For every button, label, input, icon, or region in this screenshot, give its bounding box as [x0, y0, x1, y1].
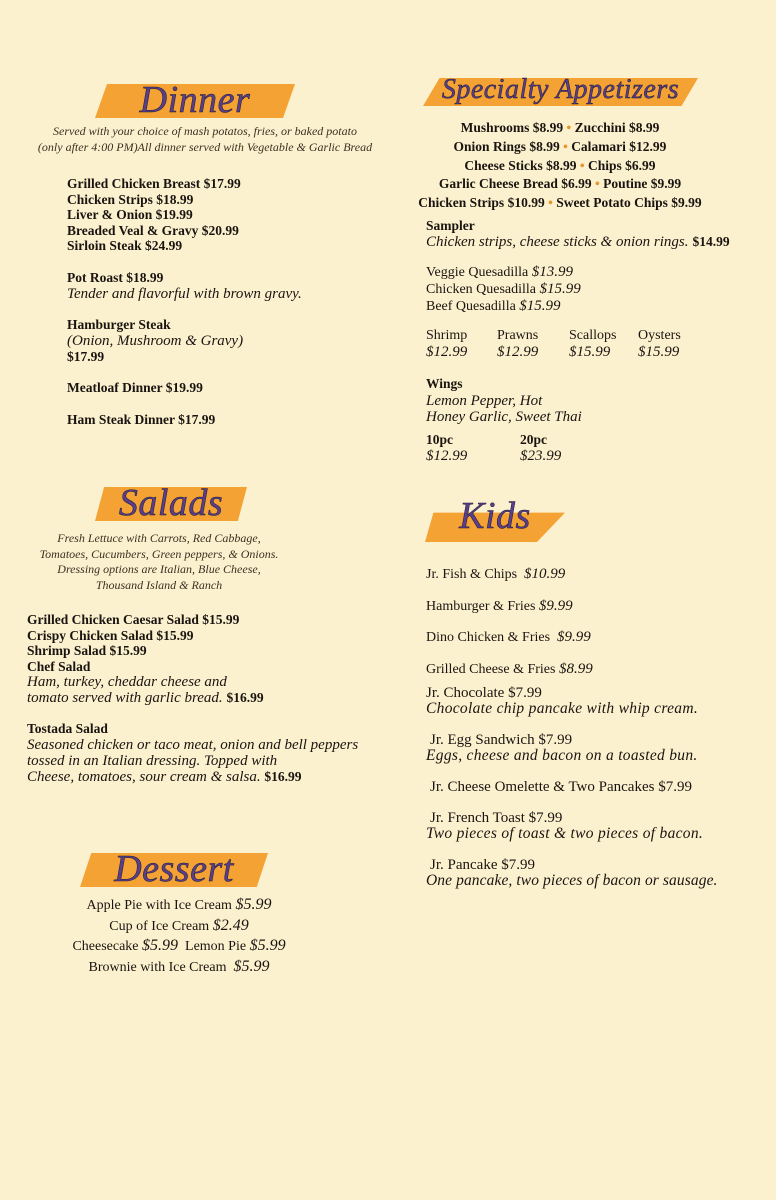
tostada-salad: Tostada Salad	[27, 721, 108, 736]
ham-steak: Ham Steak Dinner $17.99	[67, 412, 216, 427]
dinner-title: Dinner	[139, 79, 251, 121]
menu-item: Liver & Onion $19.99	[67, 207, 193, 222]
kids-egg-desc: Eggs, cheese and bacon on a toasted bun.	[426, 747, 698, 764]
wings-flavors: Lemon Pepper, Hot Honey Garlic, Sweet Thai	[426, 393, 582, 425]
menu-item: Grilled Chicken Breast $17.99	[67, 176, 241, 191]
hamburger-steak: Hamburger Steak	[67, 317, 171, 332]
salads-title: Salads	[118, 482, 224, 524]
salads-list	[27, 612, 239, 674]
appetizers-title: Specialty Appetizers	[441, 74, 680, 105]
seafood-shrimp: Shrimp $12.99	[426, 328, 468, 360]
hamburger-steak-price: $17.99	[67, 349, 105, 364]
kids-simple: Jr. Fish & Chips $10.99 Hamburger & Fries $9.99 Dino Chicken & Fries $9.99 Grilled Cheese & Fries $8.99	[426, 566, 593, 677]
salads-note: Fresh Lettuce with Carrots, Red Cabbage, Tomatoes, Cucumbers, Green peppers, & Onions. Dressing options are Italian, Blue Cheese, Thousand Island & Ranch	[39, 531, 279, 592]
kids-chocolate-desc: Chocolate chip pancake with whip cream.	[426, 700, 698, 717]
sampler-desc: Chicken strips, cheese sticks & onion rings. $14.99	[426, 234, 730, 250]
kids-french-toast-desc: Two pieces of toast & two pieces of bacon.	[426, 825, 704, 842]
dinner-note: Served with your choice of mash potatos, fries, or baked potato (only after 4:00 PM)All dinner served with Vegetable & Garlic Bread	[37, 124, 373, 154]
menu-item: Chicken Strips $18.99	[67, 191, 194, 207]
dinner-list	[67, 176, 241, 254]
menu-item: Breaded Veal & Gravy $20.99	[67, 222, 239, 238]
appetizers-list: Mushrooms $8.99 • Zucchini $8.99 Onion Rings $8.99 • Calamari $12.99 Cheese Sticks $8.99 • Chips $6.99 Garlic Cheese Bread $6.99 • Poutine $9.99 Chicken Strips $10.99 • Sweet Potato Chips $9.99	[418, 120, 702, 211]
tostada-desc: Seasoned chicken or taco meat, onion and bell peppers tossed in an Italian dressing. Topped with Cheese, tomatoes, sour cream & salsa. $16.99	[27, 737, 359, 785]
menu-item: Sirloin Steak $24.99	[67, 238, 183, 253]
dessert-title: Dessert	[114, 848, 234, 890]
seafood-prawns: Prawns $12.99	[497, 328, 539, 360]
seafood-oysters: Oysters $15.99	[638, 328, 681, 360]
dinner-banner	[95, 79, 295, 121]
appetizers-banner	[423, 74, 698, 106]
kids-chocolate: Jr. Chocolate $7.99	[426, 685, 542, 701]
hamburger-steak-desc: (Onion, Mushroom & Gravy)	[67, 333, 244, 349]
sampler: Sampler	[426, 218, 475, 233]
menu-item: Grilled Chicken Caesar Salad $15.99	[27, 612, 240, 627]
kids-banner	[425, 495, 565, 542]
quesadilla-list: Veggie Quesadilla $13.99 Chicken Quesadilla $15.99 Beef Quesadilla $15.99	[426, 264, 581, 314]
kids-pancake: Jr. Pancake $7.99	[430, 857, 535, 873]
meatloaf: Meatloaf Dinner $19.99	[67, 380, 203, 395]
dessert-banner	[80, 848, 268, 890]
kids-egg: Jr. Egg Sandwich $7.99	[430, 732, 573, 748]
kids-omelette: Jr. Cheese Omelette & Two Pancakes $7.99	[430, 779, 692, 795]
kids-french-toast: Jr. French Toast $7.99	[430, 810, 563, 826]
menu-item: Chef Salad	[27, 658, 91, 674]
seafood-scallops: Scallops $15.99	[569, 328, 617, 360]
salads-banner	[95, 482, 247, 524]
pot-roast-desc: Tender and flavorful with brown gravy.	[67, 286, 302, 302]
wings-20pc: 20pc $23.99	[520, 432, 562, 464]
kids-title: Kids	[459, 495, 531, 537]
kids-pancake-desc: One pancake, two pieces of bacon or sausage.	[426, 872, 718, 889]
menu-item: Shrimp Salad $15.99	[27, 643, 147, 658]
pot-roast: Pot Roast $18.99	[67, 270, 164, 285]
wings-10pc: 10pc $12.99	[426, 432, 468, 464]
dessert-list: Apple Pie with Ice Cream $5.99 Cup of Ice Cream $2.49 Cheesecake $5.99 Lemon Pie $5.99 Brownie with Ice Cream $5.99	[72, 896, 286, 975]
chef-salad-desc: Ham, turkey, cheddar cheese and tomato served with garlic bread. $16.99	[27, 674, 264, 706]
wings: Wings	[426, 376, 463, 391]
menu-item: Crispy Chicken Salad $15.99	[27, 627, 194, 643]
